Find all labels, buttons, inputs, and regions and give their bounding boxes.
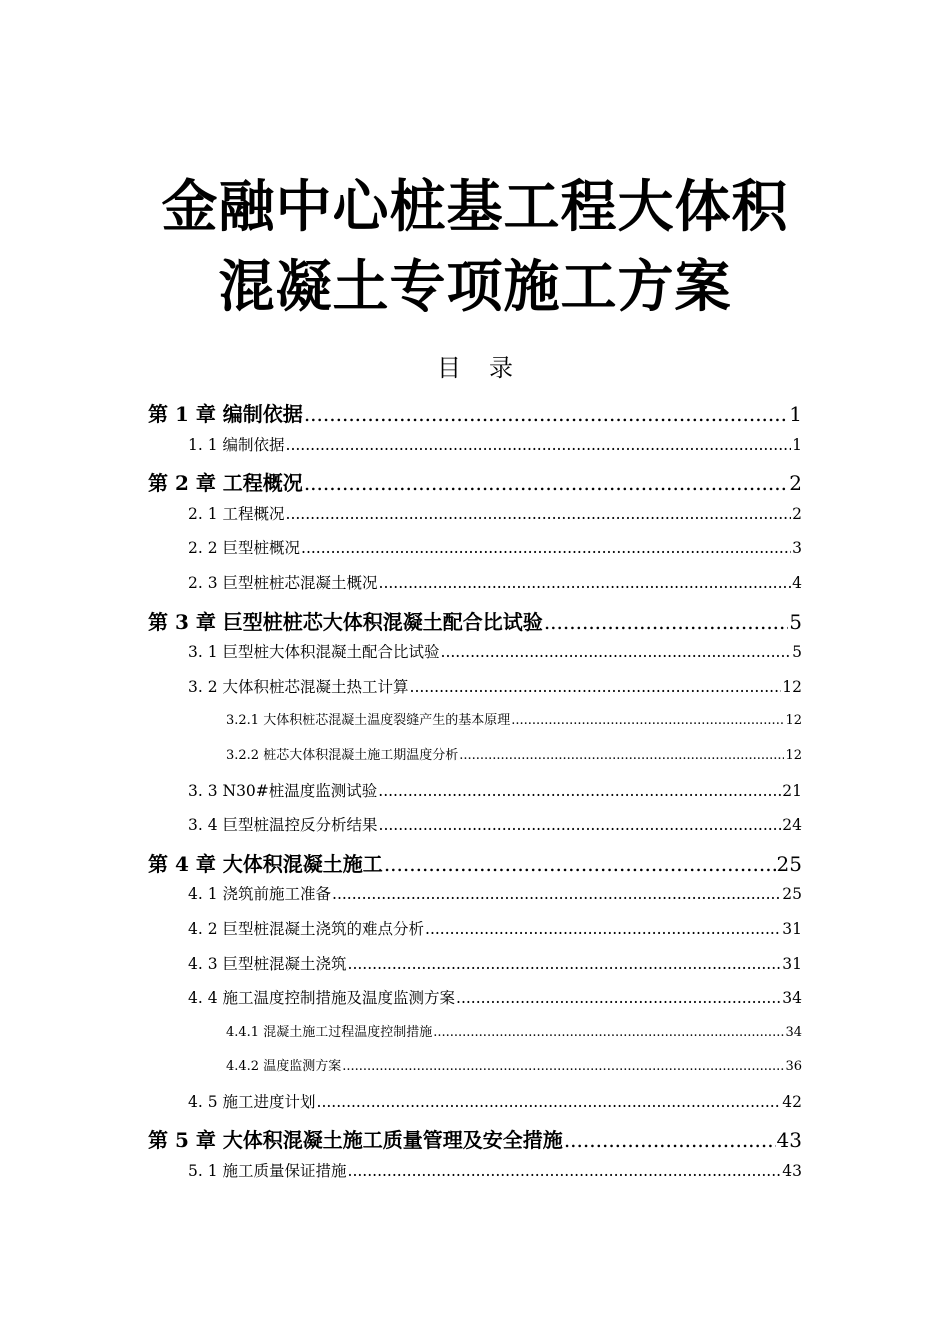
toc-entry[interactable] [148,398,802,433]
toc-leader-dots [425,920,781,938]
toc-entry-page: 12 [785,713,802,729]
toc-entry[interactable] [148,1159,802,1194]
toc-entry-page: 36 [785,1059,802,1075]
toc-entry-title: 1. 1 编制依据 [188,435,285,454]
toc-entry[interactable] [148,467,802,502]
toc-entry[interactable] [148,848,802,883]
toc-leader-dots [441,643,792,661]
toc-leader-dots [304,402,788,426]
toc-entry-page: 43 [776,1128,802,1153]
toc-entry[interactable] [148,813,802,848]
toc-entry-page: 5 [789,609,802,634]
toc-entry-page: 12 [782,677,802,696]
toc-entry-title: 3. 4 巨型桩温控反分析结果 [188,816,378,835]
toc-entry[interactable] [148,952,802,987]
toc-entry-title: 第 4 章 大体积混凝土施工 [148,851,383,876]
toc-entry-title: 第 5 章 大体积混凝土施工质量管理及安全措施 [148,1128,563,1153]
toc-leader-dots [433,1025,784,1040]
toc-entry[interactable] [148,640,802,675]
toc-entry-title: 第 1 章 编制依据 [148,402,303,426]
toc-entry-page: 12 [785,747,802,763]
toc-leader-dots [410,678,782,696]
toc-leader-dots [286,436,792,454]
toc-leader-dots [342,1059,784,1074]
toc-entry-title: 2. 3 巨型桩桩芯混凝土概况 [188,573,378,592]
table-of-contents [148,398,802,1194]
toc-entry[interactable] [148,1090,802,1125]
toc-entry-page: 2 [789,471,802,496]
toc-entry[interactable] [148,917,802,952]
toc-leader-dots [317,1093,782,1111]
toc-entry-page: 3 [792,539,802,558]
toc-leader-dots [378,782,781,800]
toc-leader-dots [379,574,792,592]
toc-entry[interactable] [148,744,802,779]
toc-entry[interactable] [148,536,802,571]
toc-entry[interactable] [148,1055,802,1090]
toc-entry-page: 31 [782,954,802,973]
toc-leader-dots [379,816,782,834]
toc-entry-title: 2. 1 工程概况 [188,504,285,523]
toc-leader-dots [544,610,788,634]
toc-entry-page: 34 [782,989,802,1008]
toc-entry-title: 3. 2 大体积桩芯混凝土热工计算 [188,677,409,696]
toc-entry-title: 3.2.1 大体积桩芯混凝土温度裂缝产生的基本原理 [226,713,511,729]
toc-entry-title: 3.2.2 桩芯大体积混凝土施工期温度分析 [226,747,459,763]
toc-entry-page: 34 [785,1024,802,1040]
toc-entry[interactable] [148,1124,802,1159]
toc-leader-dots [348,955,782,973]
toc-entry-title: 第 2 章 工程概况 [148,471,303,496]
toc-leader-dots [564,1128,776,1152]
toc-leader-dots [511,713,784,728]
toc-entry-title: 4. 3 巨型桩混凝土浇筑 [188,954,347,973]
toc-entry-page: 24 [782,816,802,835]
toc-entry-page: 4 [792,573,802,592]
toc-heading: 目录 [437,354,541,382]
toc-entry-page: 5 [792,643,802,662]
toc-entry-title: 4.4.1 混凝土施工过程温度控制措施 [226,1024,433,1040]
toc-entry-title: 4. 5 施工进度计划 [188,1092,316,1111]
title-line-2: 混凝土专项施工方案 [218,255,732,320]
toc-entry-page: 31 [782,919,802,938]
toc-entry[interactable] [148,571,802,606]
toc-entry-title: 5. 1 施工质量保证措施 [188,1162,347,1181]
toc-entry[interactable] [148,986,802,1021]
toc-entry[interactable] [148,433,802,468]
toc-entry-page: 42 [782,1092,802,1111]
toc-entry-page: 43 [782,1162,802,1181]
toc-entry-title: 4. 4 施工温度控制措施及温度监测方案 [188,989,456,1008]
toc-entry-page: 25 [776,851,802,876]
toc-entry[interactable] [148,606,802,641]
title-line-1: 金融中心桩基工程大体积 [161,175,789,240]
toc-entry-title: 4. 2 巨型桩混凝土浇筑的难点分析 [188,919,425,938]
toc-entry-page: 25 [782,885,802,904]
toc-leader-dots [304,471,788,495]
toc-entry-title: 4. 1 浇筑前施工准备 [188,885,332,904]
document-title [0,168,950,328]
toc-leader-dots [301,539,791,557]
toc-entry[interactable] [148,882,802,917]
toc-entry[interactable] [148,709,802,744]
toc-leader-dots [456,989,781,1007]
toc-entry-page: 1 [792,435,802,454]
toc-entry-page: 1 [789,402,802,426]
toc-entry[interactable] [148,502,802,537]
toc-leader-dots [459,748,784,763]
toc-entry[interactable] [148,779,802,814]
toc-entry[interactable] [148,675,802,710]
toc-leader-dots [348,1162,782,1180]
toc-entry-title: 3. 1 巨型桩大体积混凝土配合比试验 [188,643,440,662]
toc-entry[interactable] [148,1021,802,1056]
toc-leader-dots [384,852,776,876]
toc-entry-title: 2. 2 巨型桩概况 [188,539,301,558]
toc-entry-title: 第 3 章 巨型桩桩芯大体积混凝土配合比试验 [148,609,543,634]
toc-entry-page: 2 [792,504,802,523]
toc-leader-dots [286,505,792,523]
toc-entry-page: 21 [782,781,802,800]
toc-leader-dots [332,885,781,903]
toc-entry-title: 3. 3 N30#桩温度监测试验 [188,781,378,800]
toc-entry-title: 4.4.2 温度监测方案 [226,1059,342,1075]
